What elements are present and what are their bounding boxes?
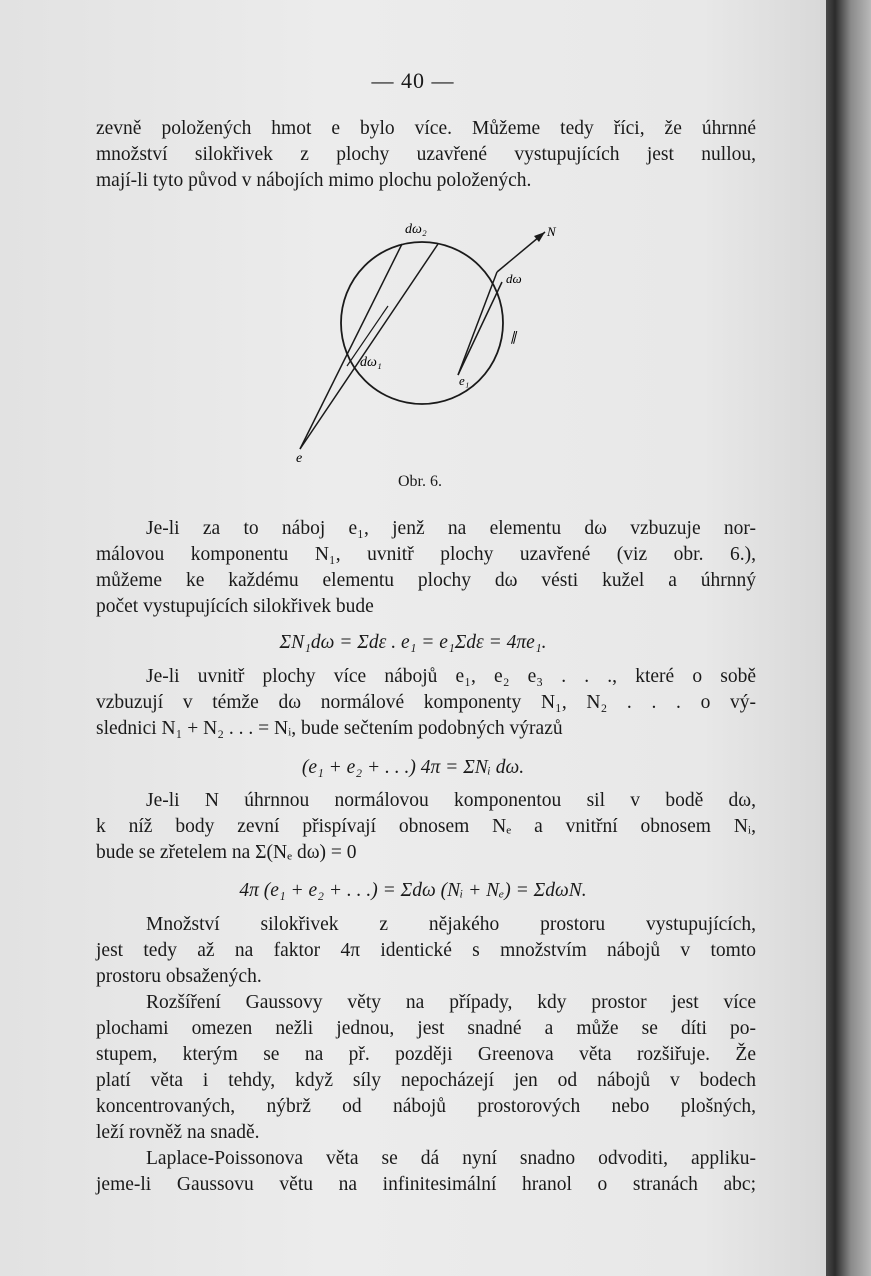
label-e1: e₁ bbox=[459, 373, 470, 388]
text-line: plochami omezen nežli jednou, jest snadné a může se díti po- bbox=[96, 1018, 756, 1039]
text-line: stupem, kterým se na př. později Greenova věta rozšiřuje. Že bbox=[96, 1044, 756, 1065]
text-line: Je-li za to náboj e₁, jenž na elementu dω vzbuzuje nor- bbox=[146, 518, 756, 539]
paragraph-7 bbox=[96, 1146, 756, 1198]
text-line: vzbuzují v témže dω normálové komponenty N₁, N₂ . . . o vý- bbox=[96, 692, 756, 713]
paragraph-6 bbox=[96, 990, 756, 1146]
text-line: jest tedy až na faktor 4π identické s množstvím nábojů v tomto bbox=[96, 940, 756, 961]
label-N: N bbox=[547, 224, 556, 239]
figure-caption: Obr. 6. bbox=[398, 473, 442, 490]
paragraph-1 bbox=[96, 116, 756, 194]
equation-1: ΣN₁dω = Σdε . e₁ = e₁Σdε = 4πe₁. bbox=[279, 632, 547, 653]
sphere-outline bbox=[341, 242, 503, 404]
text-line: koncentrovaných, nýbrž od nábojů prostorových nebo plošných, bbox=[96, 1096, 756, 1117]
equation-3: 4π (e₁ + e₂ + . . .) = Σdω (Nᵢ + Nₑ) = ΣdωN. bbox=[239, 880, 587, 901]
text-line: leží rovněž na snadě. bbox=[96, 1122, 260, 1143]
text-line: jeme-li Gaussovu větu na infinitesimální hranol o stranách abc; bbox=[96, 1174, 756, 1195]
cone-line bbox=[300, 244, 402, 449]
label-dw1: dω₁ bbox=[360, 355, 382, 370]
text-line: zevně položených hmot e bylo více. Můžeme tedy říci, že úhrnné bbox=[96, 118, 756, 139]
text-line: množství silokřivek z plochy uzavřené vystupujících jest nullou, bbox=[96, 144, 756, 165]
equation-2: (e₁ + e₂ + . . .) 4π = ΣNᵢ dω. bbox=[301, 757, 525, 778]
figure-obr-6 bbox=[280, 215, 580, 465]
cone-line bbox=[300, 244, 438, 449]
text-line: Laplace-Poissonova věta se dá nyní snadno odvoditi, appliku- bbox=[146, 1148, 756, 1169]
paragraph-2 bbox=[96, 516, 756, 620]
text-line: slednici N₁ + N₂ . . . = Nᵢ, bude sečtením podobných výrazů bbox=[96, 718, 563, 739]
text-line: málovou komponentu N₁, uvnitř plochy uzavřené (viz obr. 6.), bbox=[96, 544, 756, 565]
label-dw2: dω₂ bbox=[405, 222, 427, 237]
cone-line bbox=[458, 272, 497, 375]
page-number: — 40 — bbox=[371, 68, 455, 93]
text-line: k níž body zevní přispívají obnosem Nₑ a vnitřní obnosem Nᵢ, bbox=[96, 816, 756, 837]
paragraph-3 bbox=[96, 664, 756, 742]
text-line: Je-li N úhrnnou normálovou komponentou sil v bodě dω, bbox=[146, 790, 756, 811]
text-line: Množství silokřivek z nějakého prostoru vystupujících, bbox=[146, 914, 756, 935]
label-dw: dω bbox=[506, 271, 522, 286]
text-line: bude se zřetelem na Σ(Nₑ dω) = 0 bbox=[96, 842, 357, 863]
text-line: Je-li uvnitř plochy více nábojů e₁, e₂ e₃ . . ., které o sobě bbox=[146, 666, 756, 687]
text-line: mají-li tyto původ v nábojích mimo plochu položených. bbox=[96, 170, 532, 191]
text-line: prostoru obsažených. bbox=[96, 966, 262, 987]
text-line: můžeme ke každému elementu plochy dω vésti kužel a úhrnný bbox=[96, 570, 756, 591]
text-line: Rozšíření Gaussovy věty na případy, kdy prostor jest více bbox=[146, 992, 756, 1013]
text-line: počet vystupujících silokřivek bude bbox=[96, 596, 374, 617]
book-spine bbox=[826, 0, 871, 1276]
text-line: platí věta i tehdy, když síly nepocházejí jen od nábojů v bodech bbox=[96, 1070, 756, 1091]
label-e: e bbox=[296, 451, 303, 465]
label-parallel: ∥ bbox=[510, 329, 517, 344]
paragraph-4 bbox=[96, 788, 756, 866]
cone-line bbox=[458, 282, 502, 375]
paragraph-5 bbox=[96, 912, 756, 990]
